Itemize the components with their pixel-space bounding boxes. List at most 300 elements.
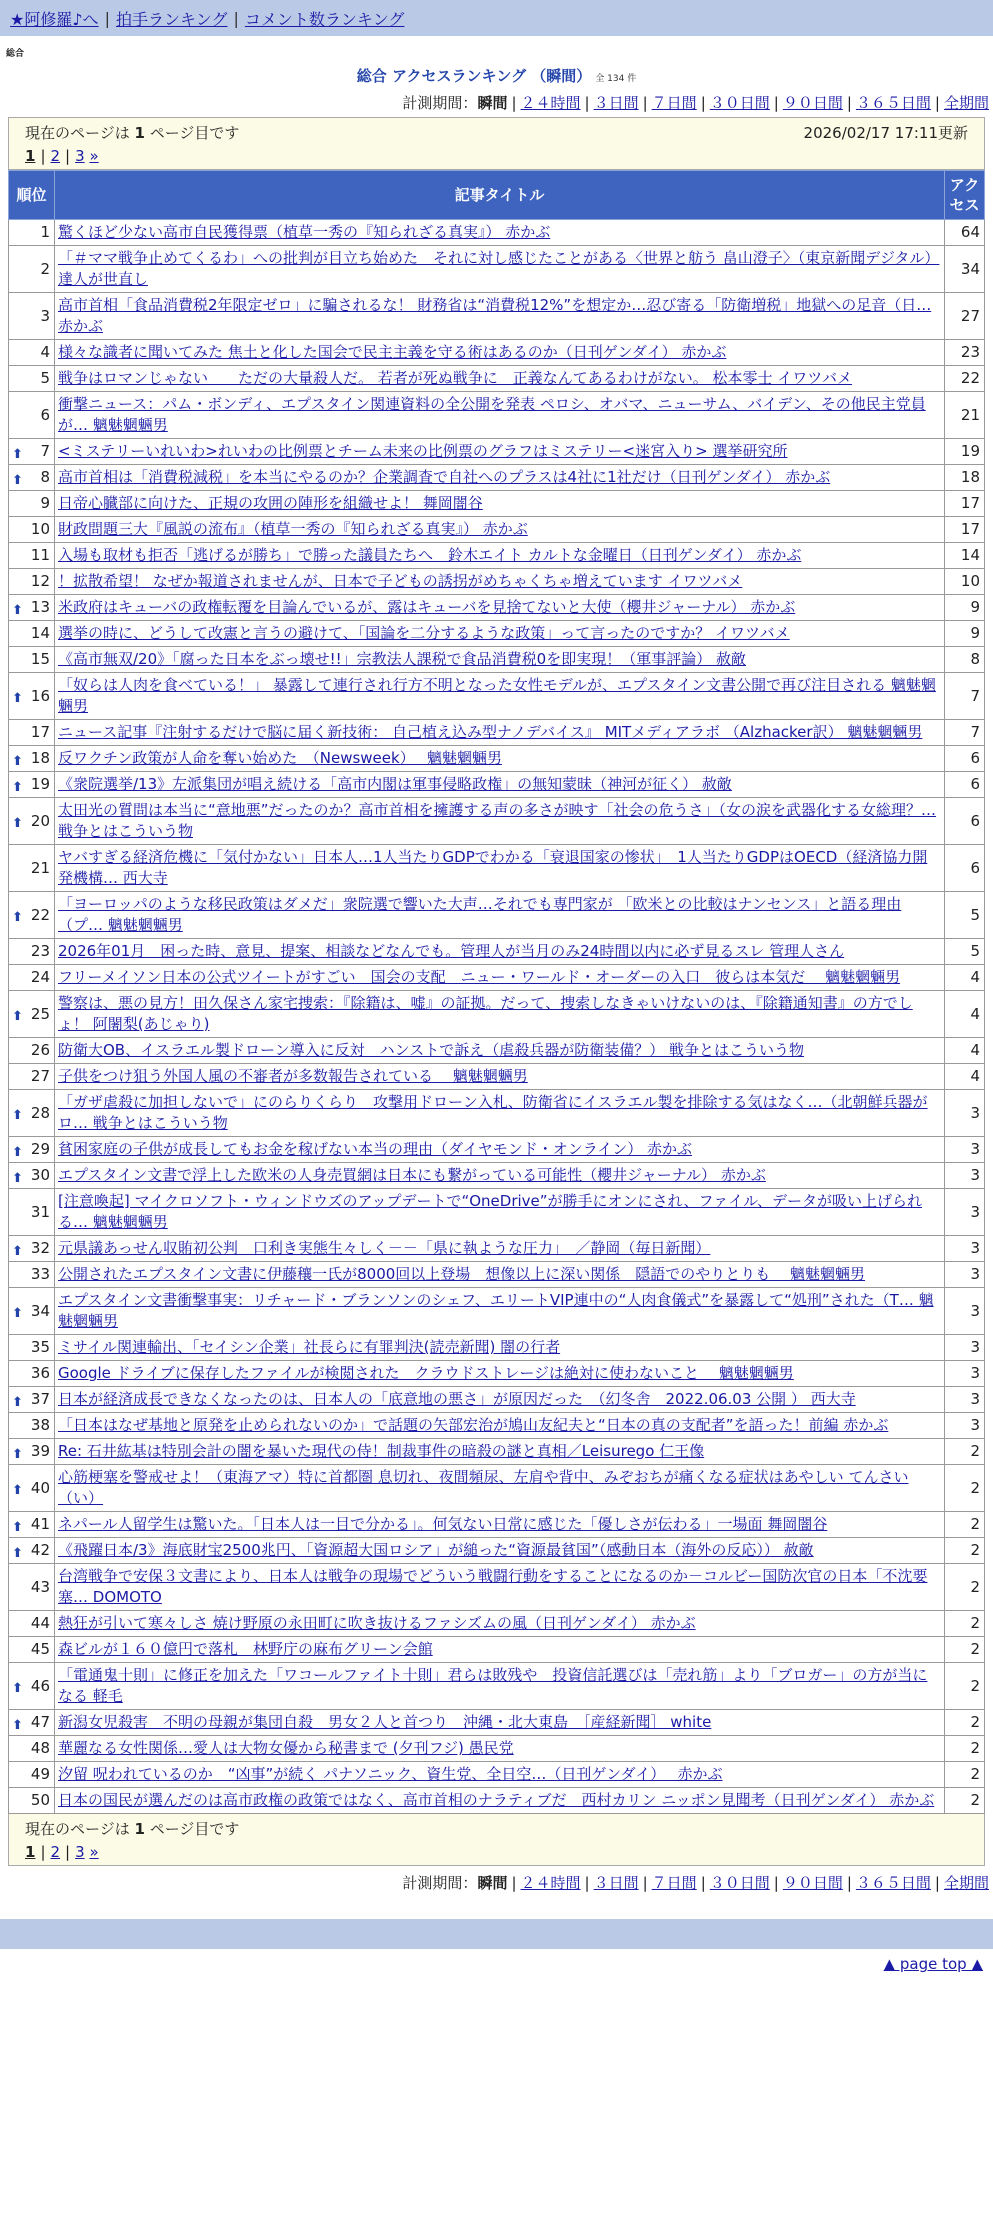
rank-up-arrow-icon: ⬆: [12, 1717, 23, 1733]
rank-cell: [9, 991, 55, 1038]
article-link[interactable]: ミサイル関連輸出、「セイシン企業」社長らに有罪判決(読売新聞) 闇の行者: [58, 1338, 561, 1356]
title-cell: [55, 673, 945, 720]
table-row: [9, 1262, 985, 1288]
rank-up-arrow-icon: ⬆: [12, 472, 23, 488]
rank-up-arrow-icon: ⬆: [12, 1243, 23, 1259]
table-row: [9, 746, 985, 772]
rank-cell: [9, 1262, 55, 1288]
period-link[interactable]: ９０日間: [782, 94, 843, 112]
rank-number: 1: [40, 223, 50, 241]
page-title: [0, 65, 993, 86]
table-row: [9, 1439, 985, 1465]
page-status: 現在のページは 1 ページ目です: [25, 1820, 240, 1838]
access-count: 3: [945, 1335, 985, 1361]
rank-number: 13: [30, 598, 50, 616]
period-link[interactable]: ３０日間: [709, 94, 770, 112]
title-cell: [55, 517, 945, 543]
period-separator: |: [511, 1874, 517, 1892]
article-link[interactable]: 戦争はロマンじゃない ただの大量殺人だ。 若者が死ぬ戦争に 正義なんてあるわけがない。 松本零士 イワツバメ: [58, 369, 853, 387]
period-link[interactable]: ３６５日間: [855, 94, 931, 112]
page-link[interactable]: 2: [50, 147, 61, 165]
rank-cell: [9, 1465, 55, 1512]
rank-cell: [9, 845, 55, 892]
page-links: [25, 147, 968, 165]
period-link[interactable]: ２４時間: [520, 1874, 581, 1892]
rank-cell: [9, 1387, 55, 1413]
rank-number: 12: [30, 572, 50, 590]
table-row: [9, 340, 985, 366]
period-selector-bottom: [0, 1866, 993, 1897]
article-link[interactable]: 貧困家庭の子供が成長してもお金を稼げない本当の理由（ダイヤモンド・オンライン） 赤かぶ: [58, 1140, 693, 1158]
table-row: [9, 465, 985, 491]
access-count: 7: [945, 673, 985, 720]
access-count: 2: [945, 1538, 985, 1564]
access-count: 19: [945, 439, 985, 465]
period-separator: |: [511, 94, 517, 112]
rank-cell: [9, 517, 55, 543]
access-count: 17: [945, 491, 985, 517]
footer-bar: [0, 1919, 993, 1949]
table-row: [9, 1038, 985, 1064]
title-cell: [55, 1663, 945, 1710]
page-top-link[interactable]: ▲ page top ▲: [883, 1955, 983, 1973]
title-cell: [55, 1564, 945, 1611]
title-cell: [55, 720, 945, 746]
access-count: 3: [945, 1413, 985, 1439]
article-link[interactable]: 日本が経済成長できなくなったのは、日本人の「底意地の悪さ」が原因だった （幻冬舎 2022.06.03 公開 ） 西大寺: [58, 1390, 856, 1408]
period-link[interactable]: ３日間: [593, 94, 639, 112]
table-row: [9, 439, 985, 465]
period-link[interactable]: ２４時間: [520, 94, 581, 112]
access-count: 2: [945, 1762, 985, 1788]
article-link[interactable]: フリーメイソン日本の公式ツイートがすごい 国会の支配 ニュー・ワールド・オーダーの入口 彼らは本気だ 魑魅魍魎男: [58, 968, 901, 986]
rank-up-arrow-icon: ⬆: [12, 1519, 23, 1535]
rank-cell: [9, 366, 55, 392]
rank-header: 順位: [9, 171, 55, 220]
rank-cell: [9, 772, 55, 798]
rank-number: 33: [30, 1265, 50, 1283]
table-row: [9, 1090, 985, 1137]
rank-cell: [9, 1637, 55, 1663]
rank-number: 15: [30, 650, 50, 668]
article-link[interactable]: Re: 石井紘基は特別会計の闇を暴いた現代の侍！制裁事件の暗殺の謎と真相／Leisurego 仁王像: [58, 1442, 705, 1460]
article-link[interactable]: 「奴らは人肉を食べている！」 暴露して連行され行方不明となった女性モデルが、エプスタイン文書公開で再び注目される 魑魅魍魎男: [58, 676, 936, 715]
title-cell: [55, 965, 945, 991]
access-count: 4: [945, 991, 985, 1038]
title-cell: [55, 1637, 945, 1663]
article-link[interactable]: 米政府はキューバの政権転覆を目論んでいるが、露はキューバを見捨てないと大使（櫻井ジャーナル） 赤かぶ: [58, 598, 796, 616]
table-row: [9, 1236, 985, 1262]
article-link[interactable]: 高市首相は「消費税減税」を本当にやるのか？企業調査で自社へのプラスは4社に1社だけ（日刊ゲンダイ） 赤かぶ: [58, 468, 831, 486]
table-row: [9, 1361, 985, 1387]
pager-bottom: [8, 1814, 985, 1866]
table-row: [9, 1788, 985, 1814]
article-link[interactable]: 汐留 呪われているのか “凶事”が続く パナソニック、資生党、全日空…（日刊ゲンダイ） 赤かぶ: [58, 1765, 723, 1783]
rank-cell: [9, 1335, 55, 1361]
access-count: 8: [945, 647, 985, 673]
title-cell: [55, 392, 945, 439]
rank-number: 23: [30, 942, 50, 960]
ranking-table: [8, 170, 985, 1814]
period-separator: |: [934, 94, 940, 112]
title-cell: [55, 991, 945, 1038]
period-link[interactable]: ７日間: [651, 1874, 697, 1892]
article-link[interactable]: 公開されたエプスタイン文書に伊藤穰一氏が8000回以上登場 想像以上に深い関係 隠語でのやりとりも 魑魅魍魎男: [58, 1265, 866, 1283]
access-count: 2: [945, 1736, 985, 1762]
table-row: [9, 1137, 985, 1163]
top-nav-bar: [0, 0, 993, 36]
rank-up-arrow-icon: ⬆: [12, 1545, 23, 1561]
table-row: [9, 772, 985, 798]
access-count: 6: [945, 798, 985, 845]
title-cell: [55, 491, 945, 517]
access-count: 23: [945, 340, 985, 366]
title-cell: [55, 220, 945, 246]
rank-number: 48: [30, 1739, 50, 1757]
page-status: 現在のページは 1 ページ目です: [25, 124, 240, 142]
title-cell: [55, 1465, 945, 1512]
article-link[interactable]: 熱狂が引いて寒々しさ 焼け野原の永田町に吹き抜けるファシズムの風（日刊ゲンダイ） 赤かぶ: [58, 1614, 696, 1632]
rank-number: 49: [30, 1765, 50, 1783]
updated-timestamp: 2026/02/17 17:11更新: [803, 124, 968, 142]
rank-number: 28: [30, 1103, 50, 1122]
rank-cell: [9, 1788, 55, 1814]
period-separator: |: [700, 94, 706, 112]
article-link[interactable]: 衝撃ニュース：パム・ボンディ、エプスタイン関連資料の全公開を発表 ペロシ、オバマ、ニューサム、バイデン、その他民主党員が… 魑魅魍魎男: [58, 395, 926, 434]
access-count: 3: [945, 1361, 985, 1387]
rank-up-arrow-icon: ⬆: [12, 753, 23, 769]
table-row: [9, 595, 985, 621]
article-link[interactable]: 《飛躍日本/3》海底財宝2500兆円、「資源超大国ロシア」が縋った“資源最貧国”（感動日本（海外の反応）） 赦敵: [58, 1541, 814, 1559]
table-row: [9, 392, 985, 439]
rank-number: 7: [40, 442, 50, 460]
rank-number: 46: [30, 1676, 50, 1695]
access-count: 22: [945, 366, 985, 392]
title-cell: [55, 1512, 945, 1538]
period-current: 瞬間: [477, 1874, 508, 1892]
article-link[interactable]: 《衆院選挙/13》左派集団が唱え続ける「高市内閣は軍事侵略政権」の無知蒙昧（神河が征く） 赦敵: [58, 775, 732, 793]
period-link[interactable]: ３６５日間: [855, 1874, 931, 1892]
rank-number: 8: [40, 468, 50, 486]
article-link[interactable]: 驚くほど少ない高市自民獲得票（植草一秀の『知られざる真実』） 赤かぶ: [58, 223, 551, 241]
rank-number: 14: [30, 624, 50, 642]
table-row: [9, 939, 985, 965]
access-count: 5: [945, 939, 985, 965]
period-separator: |: [846, 1874, 852, 1892]
title-cell: [55, 621, 945, 647]
rank-up-arrow-icon: ⬆: [12, 1483, 23, 1498]
rank-cell: [9, 439, 55, 465]
access-count: 3: [945, 1090, 985, 1137]
title-cell: [55, 845, 945, 892]
title-cell: [55, 1090, 945, 1137]
article-link[interactable]: 入場も取材も拒否「逃げるが勝ち」で勝った議員たちへ 鈴木エイト カルトな金曜日（日刊ゲンダイ） 赤かぶ: [58, 546, 802, 564]
table-row: [9, 1663, 985, 1710]
rank-up-arrow-icon: ⬆: [12, 602, 23, 618]
rank-number: 50: [30, 1791, 50, 1809]
title-cell: [55, 366, 945, 392]
title-cell: [55, 1788, 945, 1814]
rank-cell: [9, 1137, 55, 1163]
article-link[interactable]: 「ヨーロッパのような移民政策はダメだ」衆院選で響いた大声…それでも専門家が 「欧米との比較はナンセンス」と語る理由（プ… 魑魅魍魎男: [58, 895, 902, 934]
table-row: [9, 991, 985, 1038]
article-link[interactable]: <ミステリーいれいわ>れいわの比例票とチーム未来の比例票のグラフはミステリー<迷宮入り> 選挙研究所: [58, 442, 788, 460]
table-row: [9, 1710, 985, 1736]
rank-up-arrow-icon: ⬆: [12, 1306, 23, 1321]
access-count: 3: [945, 1262, 985, 1288]
rank-cell: [9, 1710, 55, 1736]
access-count: 2: [945, 1611, 985, 1637]
page-link[interactable]: 3: [75, 147, 85, 165]
title-cell: [55, 1236, 945, 1262]
table-row: [9, 246, 985, 293]
rank-up-arrow-icon: ⬆: [12, 816, 23, 831]
article-link[interactable]: 華麗なる女性関係…愛人は大物女優から秘書まで (夕刊フジ) 愚民党: [58, 1739, 514, 1757]
table-row: [9, 845, 985, 892]
access-count: 5: [945, 892, 985, 939]
access-count: 14: [945, 543, 985, 569]
article-link[interactable]: 日本の国民が選んだのは高市政権の政策ではなく、高市首相のナラティブだ 西村カリン ニッポン見聞考（日刊ゲンダイ） 赤かぶ: [58, 1791, 935, 1809]
rank-up-arrow-icon: ⬆: [12, 1108, 23, 1123]
title-cell: [55, 1361, 945, 1387]
title-header: 記事タイトル: [55, 171, 945, 220]
rank-number: 21: [30, 858, 50, 877]
access-header: アクセス: [945, 171, 985, 220]
page-link[interactable]: 2: [50, 1843, 61, 1861]
rank-cell: [9, 1361, 55, 1387]
table-row: [9, 1736, 985, 1762]
rank-number: 16: [30, 686, 50, 705]
article-link[interactable]: 森ビルが１６０億円で落札 林野庁の麻布グリーン会館: [58, 1640, 433, 1658]
access-count: 3: [945, 1236, 985, 1262]
access-count: 4: [945, 965, 985, 991]
page-separator: |: [65, 1843, 71, 1861]
rank-number: 40: [30, 1478, 50, 1497]
article-link[interactable]: 反ワクチン政策が人命を奪い始めた （Newsweek） 魑魅魍魎男: [58, 749, 502, 767]
table-row: [9, 543, 985, 569]
rank-cell: [9, 293, 55, 340]
access-count: 2: [945, 1788, 985, 1814]
rank-up-arrow-icon: ⬆: [12, 1144, 23, 1160]
rank-number: 34: [30, 1301, 50, 1320]
article-link[interactable]: 太田光の質問は本当に“意地悪”だったのか？高市首相を擁護する声の多さが映す「社会の危うさ」（女の涙を武器化する女総理？… 戦争とはこういう物: [58, 801, 937, 840]
rank-number: 20: [30, 811, 50, 830]
article-link[interactable]: 2026年01月 困った時、意見、提案、相談などなんでも。管理人が当月のみ24時間以内に必ず見るスレ 管理人さん: [58, 942, 845, 960]
next-page-link[interactable]: »: [89, 147, 99, 165]
rank-up-arrow-icon: ⬆: [12, 1009, 23, 1024]
table-row: [9, 892, 985, 939]
access-count: 2: [945, 1465, 985, 1512]
article-link[interactable]: 《高市無双/20》「腐った日本をぶっ壊せ!!」宗教法人課税で食品消費税0を即実現！（軍事評論） 赦敵: [58, 650, 746, 668]
period-label: 計測期間：: [402, 1874, 478, 1892]
access-count: 3: [945, 1288, 985, 1335]
title-cell: [55, 1189, 945, 1236]
title-cell: [55, 1736, 945, 1762]
rank-number: 31: [30, 1202, 50, 1221]
article-link[interactable]: エプスタイン文書衝撃事実：リチャード・ブランソンのシェフ、エリートVIP連中の“人肉食儀式”を暴露して“処刑”された（T… 魑魅魍魎男: [58, 1291, 934, 1330]
rank-cell: [9, 892, 55, 939]
table-row: [9, 1538, 985, 1564]
article-link[interactable]: 子供をつけ狙う外国人風の不審者が多数報告されている 魑魅魍魎男: [58, 1067, 528, 1085]
table-row: [9, 965, 985, 991]
rank-number: 17: [30, 723, 50, 741]
title-cell: [55, 595, 945, 621]
title-cell: [55, 1387, 945, 1413]
table-row: [9, 1064, 985, 1090]
access-count: 17: [945, 517, 985, 543]
article-link[interactable]: ネパール人留学生は驚いた。「日本人は一目で分かる」。何気ない日常に感じた「優しさが伝わる」一場面 舞岡闇谷: [58, 1515, 828, 1533]
page-title-text: 総合 アクセスランキング （瞬間）: [356, 67, 592, 85]
title-cell: [55, 439, 945, 465]
applause-ranking-link[interactable]: 拍手ランキング: [115, 9, 228, 29]
rank-cell: [9, 595, 55, 621]
rank-number: 44: [30, 1614, 50, 1632]
article-link[interactable]: 「日本はなぜ基地と原発を止められないのか」で話題の矢部宏治が鳩山友紀夫と“日本の真の支配者”を語った！前編 赤かぶ: [58, 1416, 889, 1434]
title-cell: [55, 1611, 945, 1637]
table-row: [9, 491, 985, 517]
rank-number: 29: [30, 1140, 50, 1158]
title-cell: [55, 465, 945, 491]
rank-cell: [9, 1762, 55, 1788]
current-page: 1: [25, 1843, 36, 1861]
article-link[interactable]: 「ガザ虐殺に加担しないで」にのらりくらり 攻撃用ドローン入札、防衛省にイスラエル製を排除する気はなく…（北朝鮮兵器がロ… 戦争とはこういう物: [58, 1093, 928, 1132]
page-separator: |: [40, 147, 46, 165]
period-link[interactable]: ３日間: [593, 1874, 639, 1892]
title-cell: [55, 1413, 945, 1439]
article-link[interactable]: 防衛大OB、イスラエル製ドローン導入に反対 ハンストで訴え（虐殺兵器が防衛装備？） 戦争とはこういう物: [58, 1041, 804, 1059]
rank-cell: [9, 1512, 55, 1538]
period-link[interactable]: ７日間: [651, 94, 697, 112]
access-count: 34: [945, 246, 985, 293]
period-link[interactable]: 全期間: [943, 1874, 989, 1892]
rank-cell: [9, 1038, 55, 1064]
article-link[interactable]: ！拡散希望！ なぜか報道されませんが、日本で子どもの誘拐がめちゃくちゃ増えています イワツバメ: [58, 572, 743, 590]
article-link[interactable]: 高市首相「食品消費税2年限定ゼロ」に騙されるな！ 財務省は“消費税12%”を想定か…忍び寄る「防衛増税」地獄への足音（日… 赤かぶ: [58, 296, 932, 335]
rank-up-arrow-icon: ⬆: [12, 446, 23, 462]
rank-number: 36: [30, 1364, 50, 1382]
comment-ranking-link[interactable]: コメント数ランキング: [244, 9, 405, 29]
table-row: [9, 1163, 985, 1189]
rank-cell: [9, 569, 55, 595]
rank-up-arrow-icon: ⬆: [12, 691, 23, 706]
title-cell: [55, 798, 945, 845]
article-link[interactable]: 日帝心臓部に向けた、正規の攻囲の陣形を組織せよ！ 舞岡闇谷: [58, 494, 483, 512]
rank-number: 19: [30, 775, 50, 793]
table-row: [9, 220, 985, 246]
rank-number: 38: [30, 1416, 50, 1434]
title-cell: [55, 293, 945, 340]
article-link[interactable]: 心筋梗塞を警戒せよ！（東海アマ）特に首都圏 息切れ、夜間頻尿、左肩や背中、みぞおちが痛くなる症状はあやしい てんさい（い）: [58, 1468, 909, 1507]
rank-cell: [9, 1663, 55, 1710]
rank-cell: [9, 939, 55, 965]
title-cell: [55, 1439, 945, 1465]
rank-cell: [9, 673, 55, 720]
rank-up-arrow-icon: ⬆: [12, 1170, 23, 1186]
access-count: 64: [945, 220, 985, 246]
article-link[interactable]: 「電通鬼十則」に修正を加えた「ワコールファイト十則」君らは敗残や 投資信託選びは「売れ筋」より「ブロガー」の方が当になる 軽毛: [58, 1666, 928, 1705]
article-link[interactable]: 新潟女児殺害 不明の母親が集団自殺 男女２人と首つり 沖縄・北大東島 ［産経新聞］ white: [58, 1713, 712, 1731]
rank-number: 6: [40, 405, 50, 424]
rank-cell: [9, 746, 55, 772]
article-link[interactable]: 選挙の時に、どうして改憲と言うの避けて、「国論を二分するような政策」って言ったのですか？ イワツバメ: [58, 624, 790, 642]
rank-number: 11: [30, 546, 50, 564]
article-link[interactable]: 警察は、悪の見方！田久保さん家宅捜索：『除籍は、嘘』の証拠。だって、捜索しなきゃいけないのは、『除籍通知書』の方でしょ！ 阿闍梨(あじゃり): [58, 994, 913, 1033]
rank-cell: [9, 465, 55, 491]
rank-number: 45: [30, 1640, 50, 1658]
article-link[interactable]: 財政問題三大『風説の流布』（植草一秀の『知られざる真実』） 赤かぶ: [58, 520, 528, 538]
rank-cell: [9, 392, 55, 439]
rank-cell: [9, 1189, 55, 1236]
access-count: 6: [945, 746, 985, 772]
period-separator: |: [642, 94, 648, 112]
rank-up-arrow-icon: ⬆: [12, 910, 23, 925]
rank-number: 10: [30, 520, 50, 538]
table-row: [9, 517, 985, 543]
table-row: [9, 798, 985, 845]
title-cell: [55, 1288, 945, 1335]
period-separator: |: [642, 1874, 648, 1892]
table-row: [9, 1564, 985, 1611]
article-link[interactable]: ヤバすぎる経済危機に「気付かない」日本人…1人当たりGDPでわかる「衰退国家の惨状」 1人当たりGDPはOECD（経済協力開発機構… 西大寺: [58, 848, 928, 887]
article-link[interactable]: 元県議あっせん収賄初公判 口利き実態生々しく－－「県に執ような圧力」 ／静岡（毎日新聞）: [58, 1239, 711, 1257]
title-cell: [55, 647, 945, 673]
article-link[interactable]: [注意喚起] マイクロソフト・ウィンドウズのアップデートで“OneDrive”が勝手にオンにされ、ファイル、データが吸い上げられる… 魑魅魍魎男: [58, 1192, 922, 1231]
home-link[interactable]: ★阿修羅♪へ: [10, 9, 99, 29]
title-cell: [55, 1038, 945, 1064]
rank-cell: [9, 246, 55, 293]
access-count: 3: [945, 1387, 985, 1413]
access-count: 4: [945, 1038, 985, 1064]
article-link[interactable]: 台湾戦争で安保３文書により、日本人は戦争の現場でどういう戦闘行動をすることになるのか－コルビー国防次官の日本「不沈要塞… DOMOTO: [58, 1567, 928, 1606]
page-separator: |: [65, 147, 71, 165]
title-cell: [55, 1064, 945, 1090]
next-page-link[interactable]: »: [89, 1843, 99, 1861]
article-link[interactable]: エプスタイン文書で浮上した欧米の人身売買網は日本にも繋がっている可能性（櫻井ジャーナル） 赤かぶ: [58, 1166, 766, 1184]
period-link[interactable]: ９０日間: [782, 1874, 843, 1892]
article-link[interactable]: Google ドライブに保存したファイルが検閲された クラウドストレージは絶対に使わないこと 魑魅魍魎男: [58, 1364, 794, 1382]
table-row: [9, 1611, 985, 1637]
table-row: [9, 720, 985, 746]
rank-number: 4: [40, 343, 50, 361]
access-count: 3: [945, 1189, 985, 1236]
title-cell: [55, 1710, 945, 1736]
rank-number: 37: [30, 1390, 50, 1408]
period-link[interactable]: 全期間: [943, 94, 989, 112]
rank-number: 5: [40, 369, 50, 387]
title-cell: [55, 246, 945, 293]
article-link[interactable]: 様々な識者に聞いてみた 焦土と化した国会で民主主義を守る術はあるのか（日刊ゲンダイ） 赤かぶ: [58, 343, 727, 361]
access-count: 7: [945, 720, 985, 746]
access-count: 2: [945, 1710, 985, 1736]
title-cell: [55, 340, 945, 366]
rank-number: 27: [30, 1067, 50, 1085]
rank-number: 25: [30, 1004, 50, 1023]
period-link[interactable]: ３０日間: [709, 1874, 770, 1892]
article-link[interactable]: 「＃ママ戦争止めてくるわ」への批判が目立ち始めた それに対し感じたことがある〈世界と舫う 畠山澄子〉（東京新聞デジタル） 達人が世直し: [58, 249, 940, 288]
table-row: [9, 1413, 985, 1439]
period-separator: |: [846, 94, 852, 112]
title-cell: [55, 543, 945, 569]
access-count: 2: [945, 1663, 985, 1710]
rank-number: 2: [40, 259, 50, 278]
page-link[interactable]: 3: [75, 1843, 85, 1861]
period-separator: |: [700, 1874, 706, 1892]
table-row: [9, 1512, 985, 1538]
period-separator: |: [773, 94, 779, 112]
title-cell: [55, 1163, 945, 1189]
article-link[interactable]: ニュース記事『注射するだけで脳に届く新技術： 自己植え込み型ナノデバイス』 MITメディアラボ （Alzhacker訳） 魑魅魍魎男: [58, 723, 923, 741]
title-cell: [55, 892, 945, 939]
